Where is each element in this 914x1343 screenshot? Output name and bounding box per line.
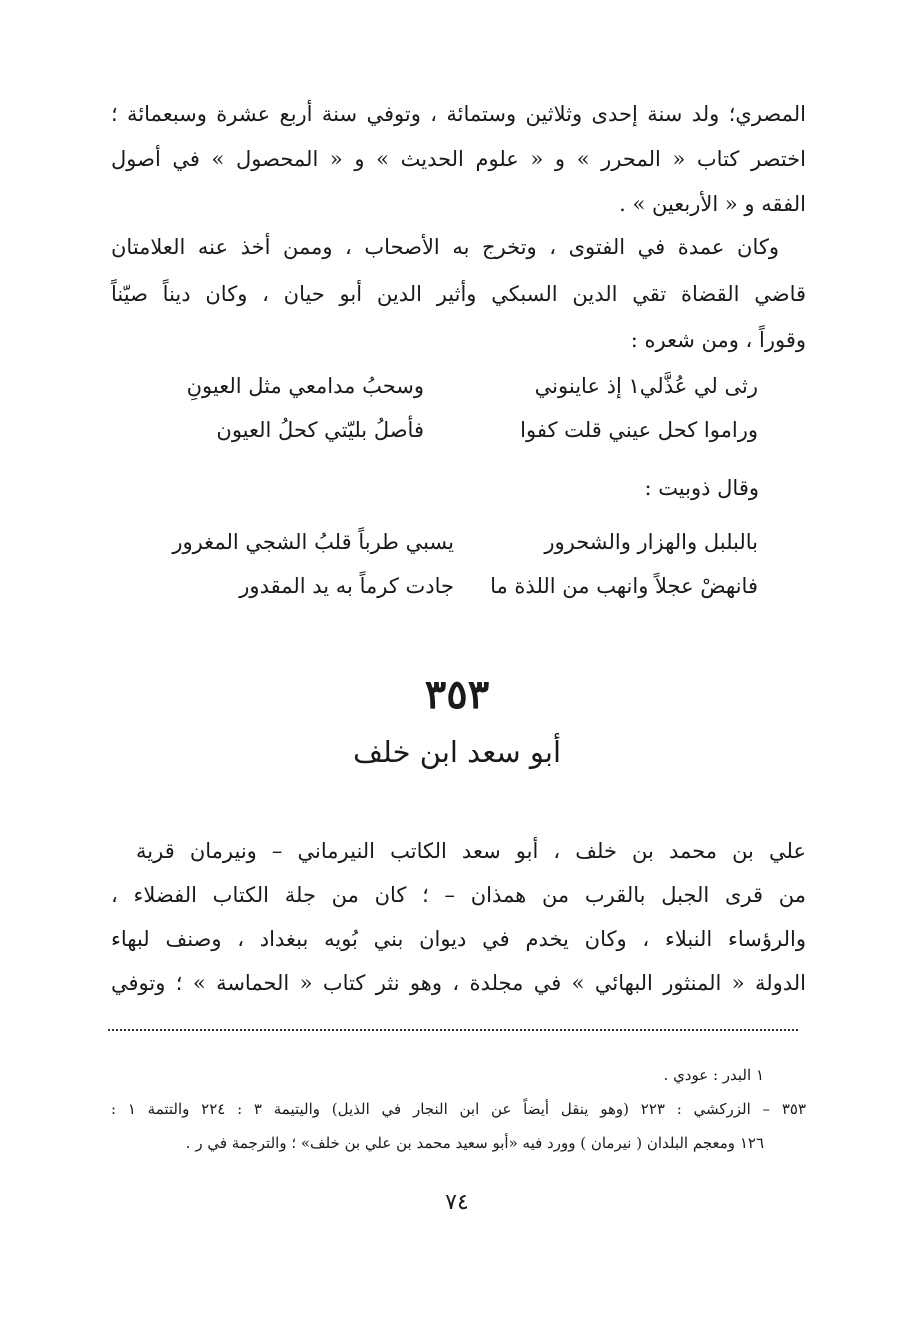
footnote-divider	[108, 1029, 798, 1031]
dubait-label: وقال ذوبيت :	[644, 476, 759, 500]
verse-second-hemistich: فأصلُ بليّتي كحلُ العيون	[216, 418, 424, 442]
verse-second-hemistich: يسبي طرباً قلبُ الشجي المغرور	[172, 530, 454, 554]
paragraph-line: قاضي القضاة تقي الدين السبكي وأثير الدين أبو حيان ، وكان ديناً صيّناً	[111, 282, 806, 306]
paragraph-line: المصري؛ ولد سنة إحدى وثلاثين وستمائة ، وتوفي سنة أربع عشرة وسبعمائة ؛	[111, 102, 806, 126]
footnote: ٣٥٣ – الزركشي : ٢٢٣ (وهو ينقل أيضاً عن ابن النجار في الذيل) واليتيمة ٣ : ٢٢٤ والتتمة ١ :	[111, 1100, 806, 1118]
verse-first-hemistich: وراموا كحل عيني قلت كفوا	[520, 418, 758, 442]
verse-first-hemistich: فانهضْ عجلاً وانهب من اللذة ما	[490, 574, 758, 598]
verse-first-hemistich: بالبلبل والهزار والشحرور	[544, 530, 758, 554]
paragraph-line: من قرى الجبل بالقرب من همذان – ؛ كان من جلة الكتاب الفضلاء ،	[111, 883, 806, 907]
paragraph-line: والرؤساء النبلاء ، وكان يخدم في ديوان بني بُويه ببغداد ، وصنف لبهاء	[111, 927, 806, 951]
verse-second-hemistich: جادت كرماً به يد المقدور	[239, 574, 454, 598]
verse-first-hemistich: رثى لي عُذَّلي١ إذ عاينوني	[534, 374, 758, 398]
paragraph-line: علي بن محمد بن خلف ، أبو سعد الكاتب النيرماني – ونيرمان قرية	[136, 839, 806, 863]
paragraph-line: الدولة « المنثور البهائي » في مجلدة ، وهو نثر كتاب « الحماسة » ؛ وتوفي	[111, 971, 806, 995]
entry-number: ٣٥٣	[424, 671, 490, 718]
entry-title: أبو سعد ابن خلف	[352, 735, 562, 769]
paragraph-line: وكان عمدة في الفتوى ، وتخرج به الأصحاب ، وممن أخذ عنه العلامتان	[111, 235, 779, 259]
paragraph-line: الفقه و « الأربعين » .	[619, 192, 806, 216]
footnote: ١٢٦ ومعجم البلدان ( نيرمان ) وورد فيه «أبو سعيد محمد بن علي بن خلف» ؛ والترجمة في ر .	[185, 1134, 764, 1152]
footnote: ١ البدر : عودي .	[663, 1066, 764, 1084]
paragraph-line: اختصر كتاب « المحرر » و « علوم الحديث » و « المحصول » في أصول	[111, 147, 806, 171]
page-number: ٧٤	[445, 1190, 469, 1215]
verse-second-hemistich: وسحبُ مدامعي مثل العيونِ	[186, 374, 424, 398]
paragraph-line: وقوراً ، ومن شعره :	[630, 328, 806, 352]
